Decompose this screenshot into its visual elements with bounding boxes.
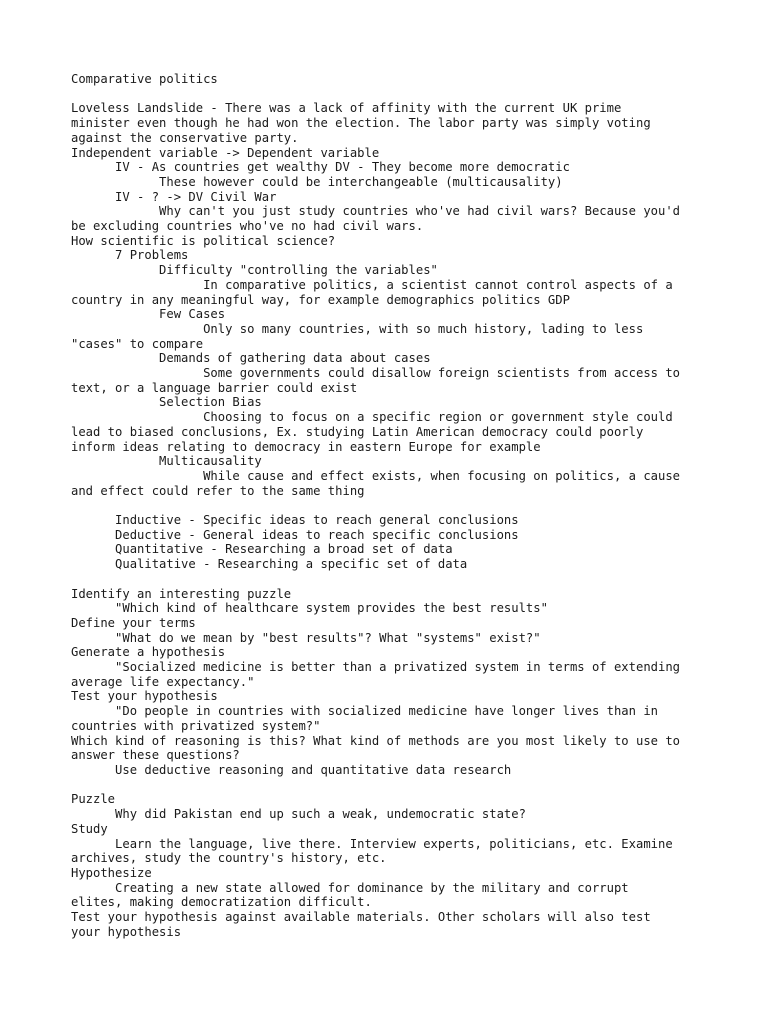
text-line: 7 Problems <box>71 248 189 263</box>
text-line: Some governments could disallow foreign scientists from access to <box>71 366 681 381</box>
text-line: Hypothesize <box>71 865 152 880</box>
text-line: text, or a language barrier could exist <box>71 380 358 395</box>
text-line: Comparative politics <box>71 72 218 86</box>
text-line: lead to biased conclusions, Ex. studying Latin American democracy could poorly <box>71 424 644 439</box>
text-line: Why did Pakistan end up such a weak, undemocratic state? <box>71 807 526 822</box>
text-line: "Do people in countries with socialized medicine have longer lives than in <box>71 704 658 719</box>
text-line: Inductive - Specific ideas to reach general conclusions <box>71 513 519 528</box>
text-line: minister even though he had won the election. The labor party was simply voting <box>71 116 651 131</box>
text-line: answer these questions? <box>71 748 240 763</box>
text-line: "Which kind of healthcare system provides the best results" <box>71 601 548 616</box>
text-line: Test your hypothesis against available materials. Other scholars will also test <box>71 910 651 925</box>
document-body <box>71 72 711 939</box>
text-line: and effect could refer to the same thing <box>71 483 365 498</box>
text-line: Difficulty "controlling the variables" <box>71 263 438 278</box>
text-line <box>71 778 711 793</box>
text-line: Qualitative - Researching a specific set of data <box>71 557 468 572</box>
text-line <box>71 498 711 513</box>
text-line: archives, study the country's history, etc. <box>71 851 387 866</box>
text-line: Define your terms <box>71 615 196 630</box>
text-line <box>71 87 711 102</box>
text-line: In comparative politics, a scientist cannot control aspects of a <box>71 277 673 292</box>
text-line: Choosing to focus on a specific region or government style could <box>71 410 673 425</box>
text-line: elites, making democratization difficult. <box>71 895 372 910</box>
text-line: Only so many countries, with so much history, lading to less <box>71 321 644 336</box>
text-line: "Socialized medicine is better than a privatized system in terms of extending <box>71 660 681 675</box>
text-line: your hypothesis <box>71 924 182 939</box>
text-line: Independent variable -> Dependent variable <box>71 145 380 160</box>
text-line: Test your hypothesis <box>71 689 218 704</box>
text-line: IV - ? -> DV Civil War <box>71 189 277 204</box>
text-line: Use deductive reasoning and quantitative data research <box>71 763 512 777</box>
text-line: "cases" to compare <box>71 336 204 351</box>
text-line: Which kind of reasoning is this? What kind of methods are you most likely to use to <box>71 733 681 748</box>
text-line <box>71 572 711 587</box>
text-line: country in any meaningful way, for example demographics politics GDP <box>71 292 570 307</box>
text-line: countries with privatized system?" <box>71 718 321 733</box>
text-line: Identify an interesting puzzle <box>71 586 292 601</box>
text-line: Creating a new state allowed for dominance by the military and corrupt <box>71 880 629 895</box>
text-line: be excluding countries who've no had civil wars. <box>71 219 424 234</box>
text-line: Why can't you just study countries who've had civil wars? Because you'd <box>71 204 681 219</box>
text-line: Quantitative - Researching a broad set of data <box>71 542 453 557</box>
text-line: "What do we mean by "best results"? What "systems" exist?" <box>71 630 541 645</box>
text-line: Study <box>71 821 108 836</box>
text-line: Few Cases <box>71 307 226 322</box>
text-line: Loveless Landslide - There was a lack of affinity with the current UK prime <box>71 101 622 116</box>
text-line: Deductive - General ideas to reach specific conclusions <box>71 527 519 542</box>
text-line: Generate a hypothesis <box>71 645 226 660</box>
text-line: inform ideas relating to democracy in eastern Europe for example <box>71 439 541 454</box>
text-line: While cause and effect exists, when focusing on politics, a cause <box>71 468 681 483</box>
text-line: IV - As countries get wealthy DV - They become more democratic <box>71 160 570 175</box>
text-line: Puzzle <box>71 792 116 807</box>
text-line: Demands of gathering data about cases <box>71 351 431 366</box>
text-line: These however could be interchangeable (multicausality) <box>71 174 563 189</box>
text-line: Multicausality <box>71 454 262 469</box>
text-line: average life expectancy." <box>71 674 255 689</box>
text-line: against the conservative party. <box>71 130 299 145</box>
text-line: Selection Bias <box>71 395 262 410</box>
text-line: How scientific is political science? <box>71 233 336 248</box>
text-line: Learn the language, live there. Interview experts, politicians, etc. Examine <box>71 836 673 851</box>
